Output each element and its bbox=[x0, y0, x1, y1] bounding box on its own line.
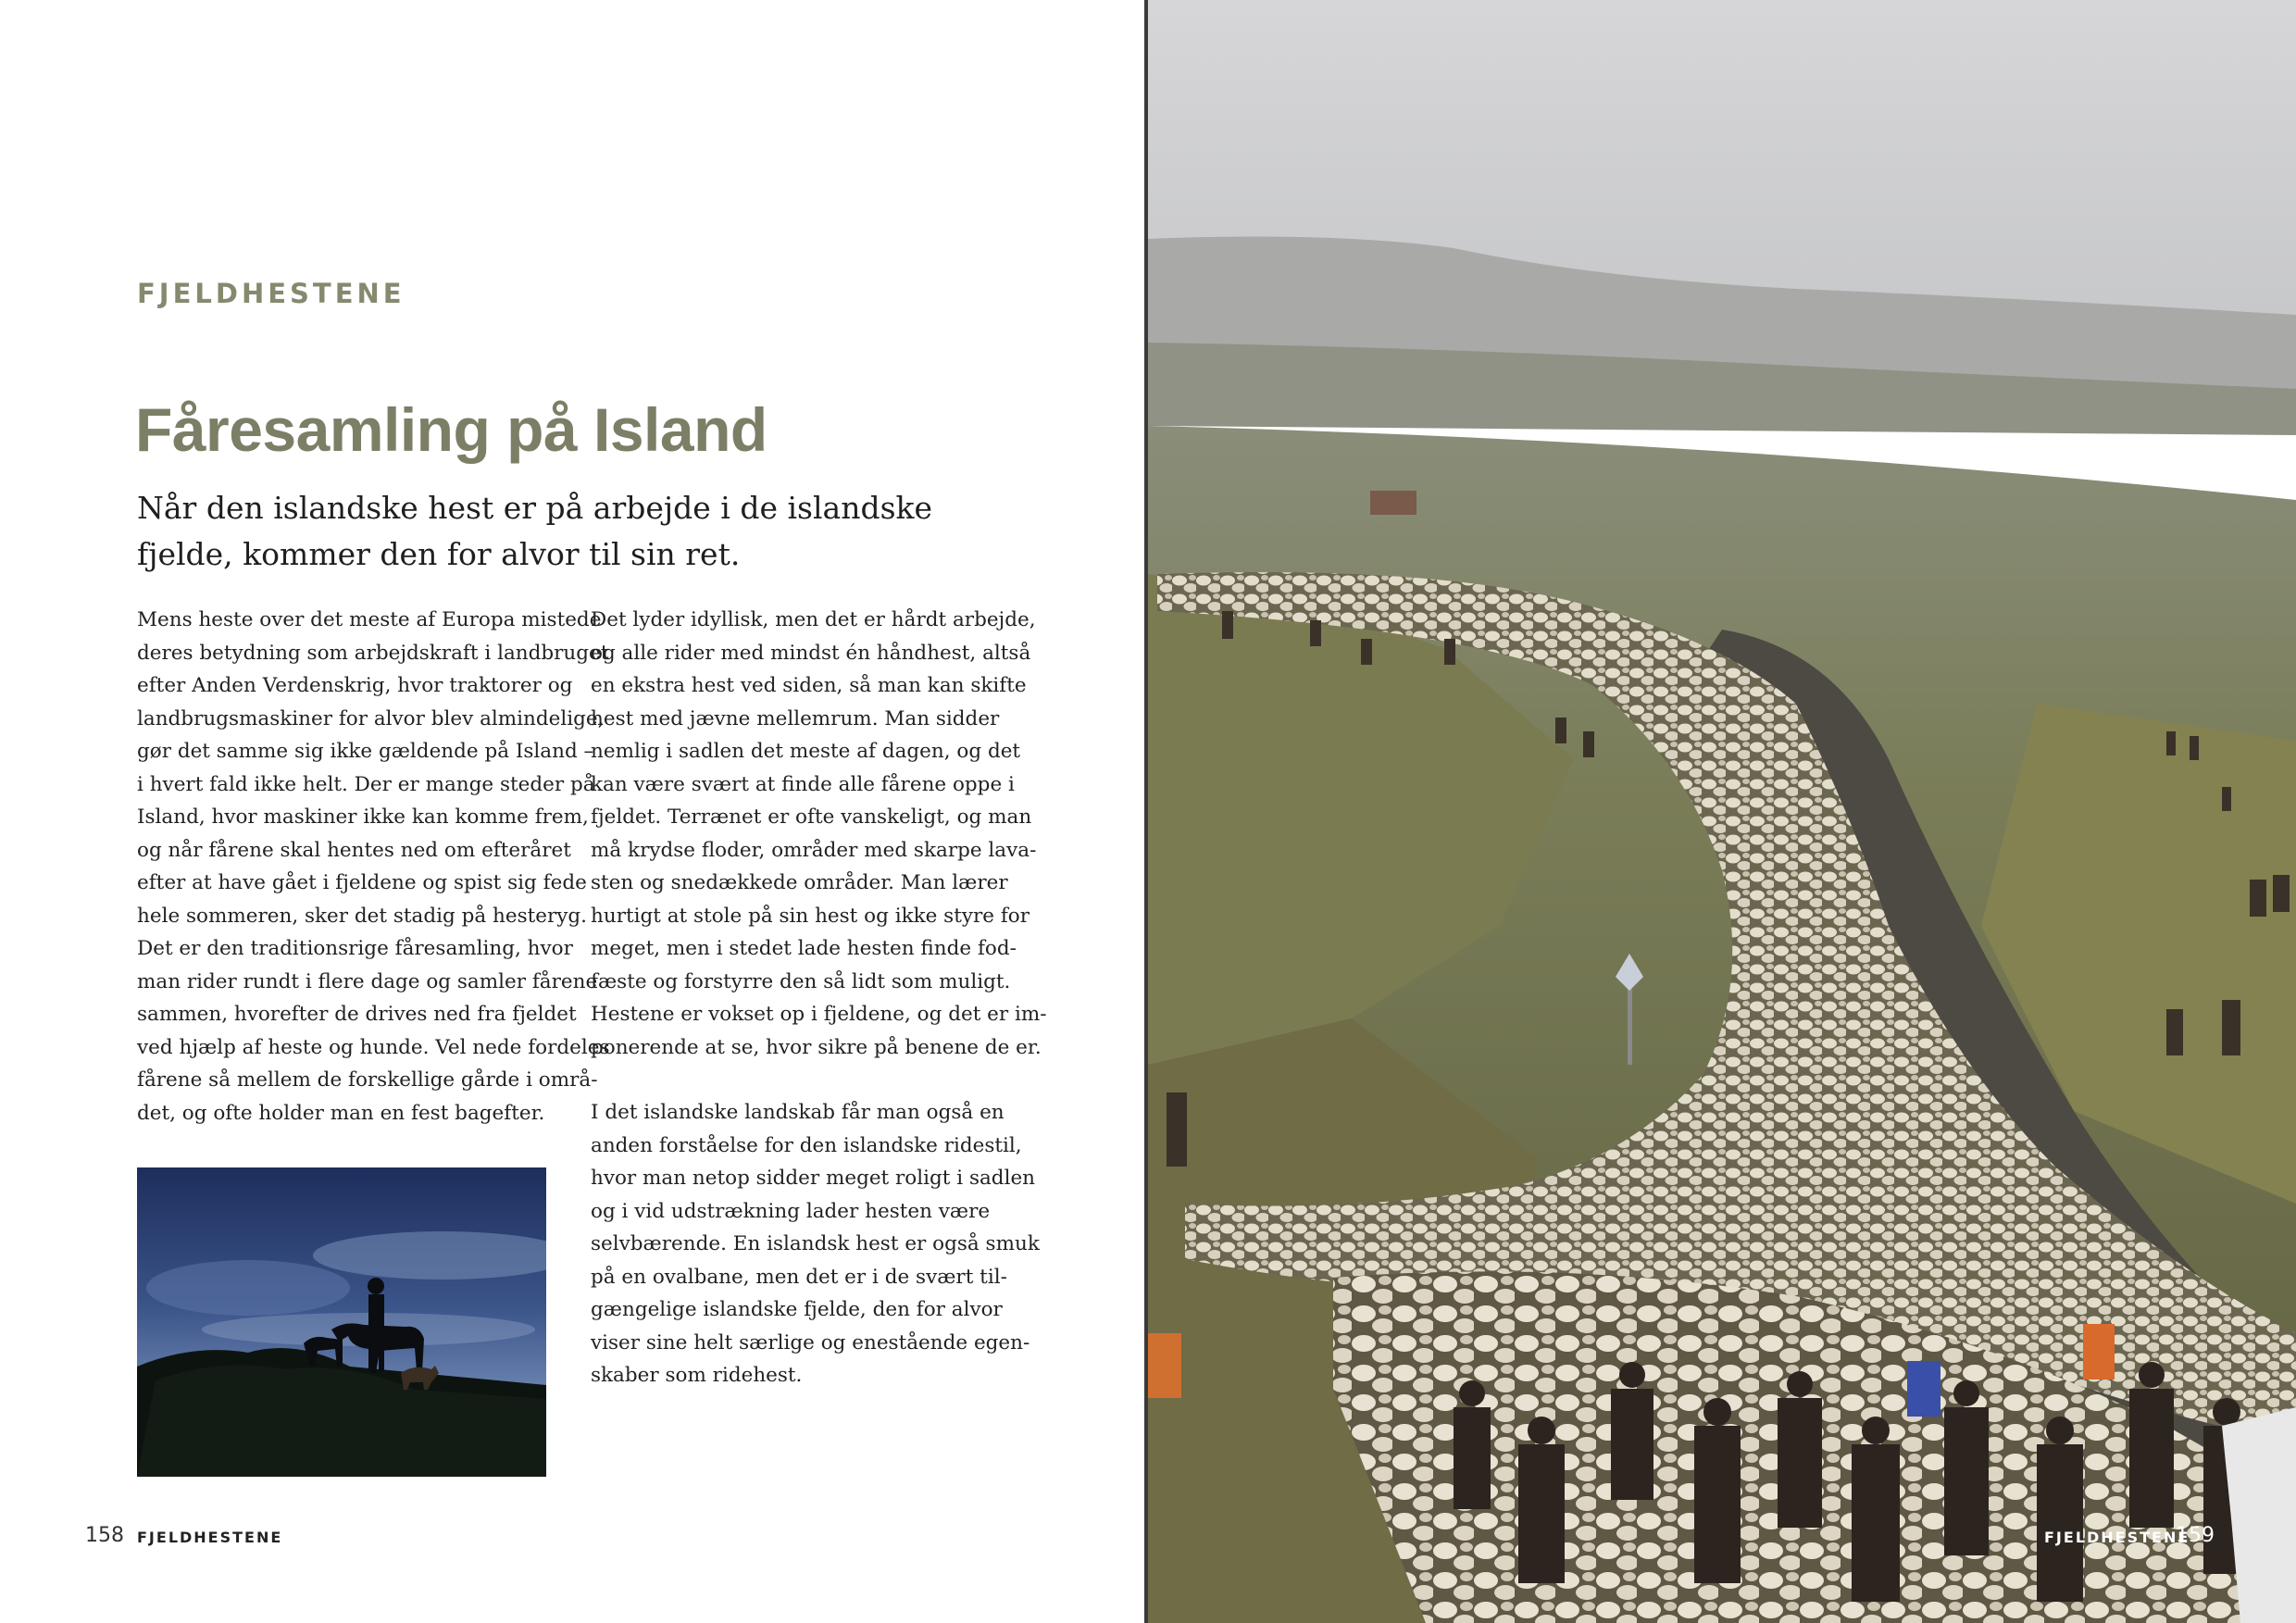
text-line: en ekstra hest ved siden, så man kan skifte bbox=[591, 674, 1027, 697]
text-line: viser sine helt særlige og enestående egen- bbox=[591, 1330, 1030, 1355]
text-line: kan være svært at finde alle fårene oppe i bbox=[591, 772, 1015, 796]
text-line: hest med jævne mellemrum. Man sidder bbox=[591, 706, 1000, 730]
section-label: FJELDHESTENE bbox=[137, 278, 406, 309]
text-line: meget, men i stedet lade hesten finde fod- bbox=[591, 937, 1017, 960]
paragraph bbox=[591, 1096, 1040, 1392]
text-line: må krydse floder, områder med skarpe lava- bbox=[591, 838, 1037, 862]
text-column-1 bbox=[137, 604, 610, 1162]
text-line: det, og ofte holder man en fest bagefter. bbox=[137, 1101, 545, 1125]
text-line: sammen, hvorefter de drives ned fra fjeldet bbox=[137, 1003, 577, 1026]
text-line: skaber som ridehest. bbox=[591, 1364, 803, 1387]
text-line: I det islandske landskab får man også en bbox=[591, 1101, 1004, 1124]
text-line: hurtigt at stole på sin hest og ikke styre for bbox=[591, 904, 1030, 928]
text-line: anden forståelse for den islandske ridestil, bbox=[591, 1133, 1022, 1157]
text-line: Hestene er vokset op i fjeldene, og det er im- bbox=[591, 1003, 1047, 1026]
text-line: Mens heste over det meste af Europa mistede bbox=[137, 608, 602, 631]
text-line: landbrugsmaskiner for alvor blev almindelige, bbox=[137, 706, 605, 730]
page-number: 158 bbox=[85, 1524, 124, 1547]
page-title: Fåresamling på Island bbox=[135, 395, 767, 464]
running-footer: FJELDHESTENE bbox=[137, 1529, 283, 1546]
lede-paragraph bbox=[137, 485, 970, 578]
text-line: Island, hvor maskiner ikke kan komme frem, bbox=[137, 805, 589, 829]
text-line: selvbærende. En islandsk hest er også smuk bbox=[591, 1232, 1040, 1255]
text-line: deres betydning som arbejdskraft i landbruget bbox=[137, 641, 609, 665]
rider-dusk-illustration bbox=[137, 1167, 546, 1477]
right-page bbox=[1148, 0, 2296, 1623]
page-number: 159 bbox=[2176, 1524, 2215, 1547]
text-line: fæste og forstyrre den så lidt som muligt. bbox=[591, 969, 1011, 993]
text-line: og når fårene skal hentes ned om efteråret bbox=[137, 838, 571, 862]
paragraph bbox=[591, 604, 1047, 1064]
text-line: og alle rider med mindst én håndhest, altså bbox=[591, 641, 1031, 665]
text-column-2 bbox=[591, 604, 1047, 1425]
text-line: hele sommeren, sker det stadig på hesteryg. bbox=[137, 904, 587, 928]
text-line: Det er den traditionsrige fåresamling, hvor bbox=[137, 937, 573, 960]
text-line: på en ovalbane, men det er i de svært til- bbox=[591, 1265, 1007, 1289]
text-line: fårene så mellem de forskellige gårde i områ- bbox=[137, 1068, 598, 1092]
lede-line: Når den islandske hest er på arbejde i de islandske fjelde, bbox=[137, 490, 933, 572]
text-line: ponerende at se, hvor sikre på benene de er. bbox=[591, 1035, 1042, 1059]
text-line: nemlig i sadlen det meste af dagen, og det bbox=[591, 740, 1021, 763]
text-line: ved hjælp af heste og hunde. Vel nede fordeles bbox=[137, 1035, 610, 1059]
paragraph bbox=[137, 604, 610, 1130]
text-line: hvor man netop sidder meget roligt i sadlen bbox=[591, 1167, 1036, 1190]
text-line: efter at have gået i fjeldene og spist sig fede bbox=[137, 871, 587, 894]
inset-photo-rider-dusk bbox=[137, 1167, 546, 1477]
text-line: Det lyder idyllisk, men det er hårdt arbejde, bbox=[591, 608, 1036, 631]
text-line: gør det samme sig ikke gældende på Island – bbox=[137, 740, 594, 763]
text-line: i hvert fald ikke helt. Der er mange steder på bbox=[137, 772, 595, 796]
left-page bbox=[0, 0, 1146, 1623]
text-line: efter Anden Verdenskrig, hvor traktorer og bbox=[137, 674, 573, 697]
sheep-drive-photo bbox=[1148, 0, 2296, 1623]
text-line: gængelige islandske fjelde, den for alvor bbox=[591, 1298, 1003, 1321]
text-line: sten og snedækkede områder. Man lærer bbox=[591, 871, 1008, 894]
text-line: og i vid udstrækning lader hesten være bbox=[591, 1199, 991, 1223]
text-line: fjeldet. Terrænet er ofte vanskeligt, og man bbox=[591, 805, 1032, 829]
lede-line: kommer den for alvor til sin ret. bbox=[243, 536, 741, 572]
text-line: man rider rundt i flere dage og samler fårene bbox=[137, 969, 598, 993]
running-footer: FJELDHESTENE bbox=[2044, 1529, 2190, 1546]
